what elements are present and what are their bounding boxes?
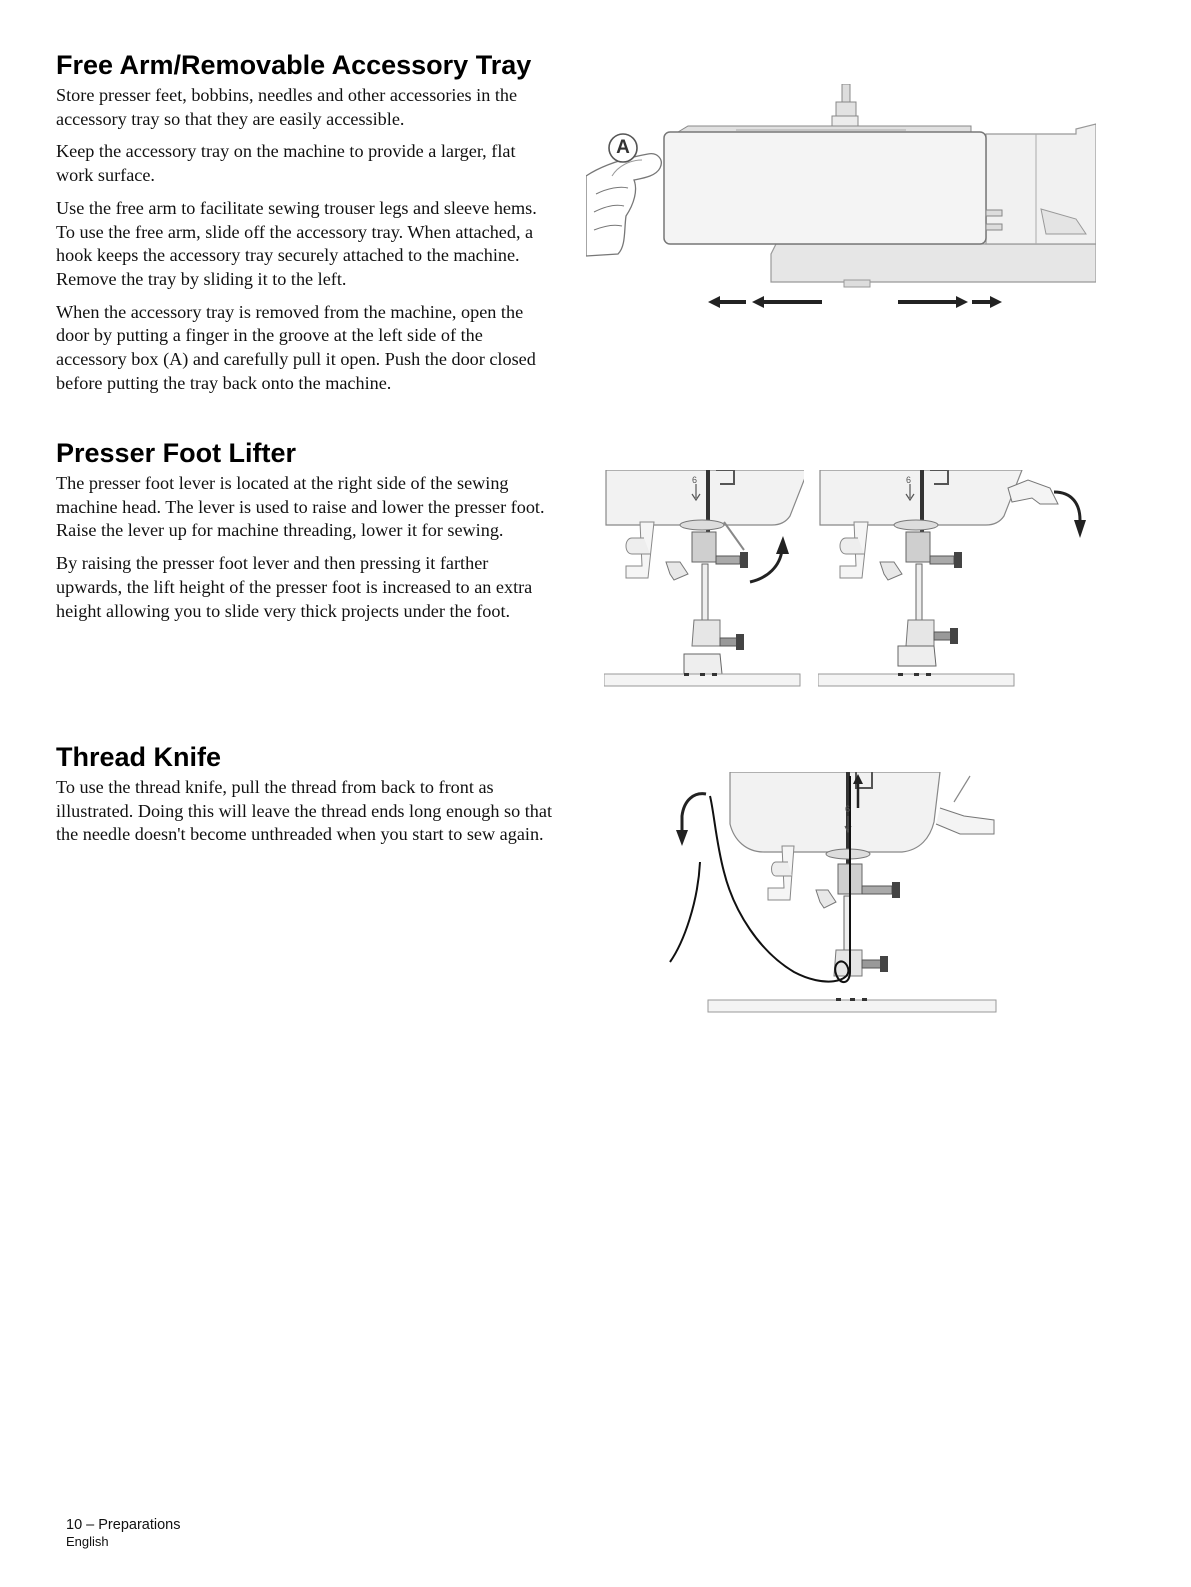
heading-thread-knife: Thread Knife (56, 742, 222, 772)
presser-foot-lowered-illustration (818, 470, 1088, 690)
paragraph: Store presser feet, bobbins, needles and other accessories in the accessory tray so that they are easily accessible. (56, 85, 518, 129)
paragraph: When the accessory tray is removed from the machine, open the door by putting a finger in the groove at the left side of the accessory box (A) and carefully pull it open. Push the door closed before putting the tray back onto the machine. (56, 301, 536, 393)
language-label: English (66, 1534, 109, 1549)
paragraph: To use the thread knife, pull the thread from back to front as illustrated. Doing this will leave the thread ends long enough so that the needle doesn't become unthreaded when you start to sew again. (56, 777, 553, 845)
paragraph: Keep the accessory tray on the machine to provide a larger, flat work surface. (56, 141, 516, 186)
page-number: 10 – Preparations (66, 1517, 181, 1533)
presser-foot-raised-illustration (604, 470, 804, 690)
needle-marking: 6 (692, 475, 698, 485)
accessory-tray-illustration (586, 84, 1096, 314)
paragraph: By raising the presser foot lever and then pressing it farther upwards, the lift height of the presser foot is increased to an extra height allowing you to slide very thick projects under the foot. (56, 553, 533, 621)
paragraph: Use the free arm to facilitate sewing trouser legs and sleeve hems. To use the free arm, slide off the accessory tray. When attached, a hook keeps the accessory tray securely attached to the machine. Remove the tray by sliding it to the left. (56, 197, 537, 289)
heading-free-arm: Free Arm/Removable Accessory Tray (56, 50, 532, 80)
needle-marking: 6 (845, 804, 851, 814)
heading-presser-foot-lifter: Presser Foot Lifter (56, 438, 297, 468)
needle-marking: 6 (906, 475, 912, 485)
callout-label-a: A (616, 137, 630, 158)
paragraph: The presser foot lever is located at the right side of the sewing machine head. The lever is used to raise and lower the presser foot. Raise the lever up for machine threading, lower it for sewing. (56, 473, 545, 541)
thread-knife-illustration (664, 772, 1004, 1017)
section-free-arm (56, 50, 556, 404)
section-presser-foot-lifter (56, 438, 556, 632)
section-thread-knife (56, 742, 556, 856)
page-footer (66, 1516, 180, 1550)
